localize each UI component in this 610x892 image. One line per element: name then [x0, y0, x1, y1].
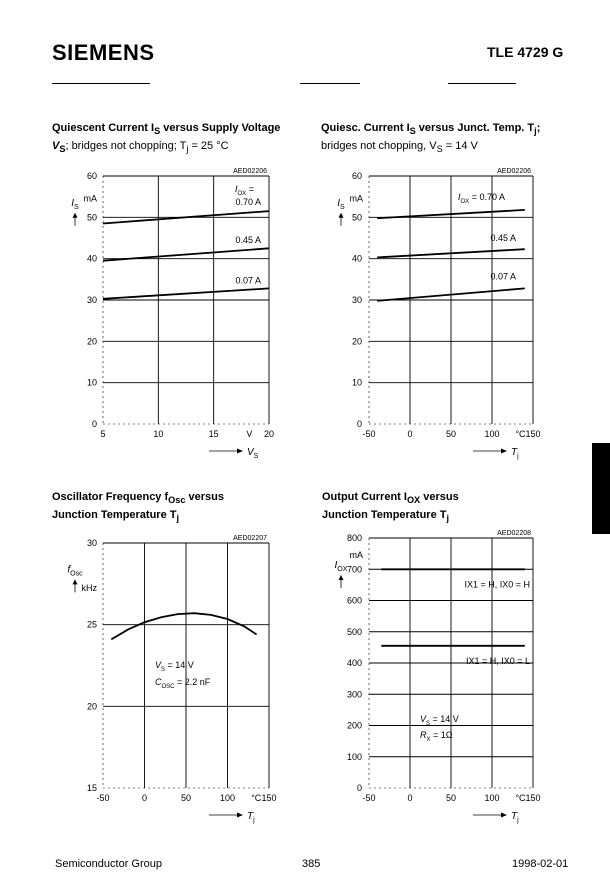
series-label: 0.07 A	[490, 271, 516, 282]
y-tick-label: 50	[86, 212, 97, 223]
footer-date: 1998-02-01	[512, 858, 569, 870]
series-label: IX1 = H, IX0 = H	[464, 579, 530, 590]
y-tick-label: 60	[351, 171, 362, 181]
x-unit-label: °C	[515, 793, 526, 803]
footer-left: Semiconductor Group	[55, 858, 162, 870]
y-tick-label: 20	[86, 701, 97, 712]
annotation-cosc: $C_{OSC} = 2.2$ nF	[155, 677, 211, 690]
x-arrow-head	[501, 813, 507, 818]
x-tick-label: 50	[180, 793, 192, 803]
x-unit-label: °C	[251, 793, 262, 803]
x-tick-label: 15	[208, 429, 219, 439]
x-tick-label: 0	[407, 429, 413, 439]
y-tick-label: 15	[86, 783, 97, 793]
x-tick-label: 20	[263, 429, 275, 439]
legend-title: $I_{OX} = 0.70$ A	[458, 192, 505, 205]
document-id: TLE 4729 G	[487, 44, 564, 60]
x-tick-label: 150	[525, 429, 541, 439]
series-label: IX1 = H, IX0 = L	[465, 655, 530, 666]
y-tick-label: 10	[351, 377, 362, 388]
x-tick-label: 0	[141, 793, 148, 803]
chart2-title: Quiesc. Current $I_S$ versus Junct. Temp. $T_j$; bridges not chopping, $V_S = 14$ V	[321, 122, 541, 155]
y-tick-label: 30	[86, 538, 97, 548]
y-tick-label: 200	[346, 720, 362, 731]
y-tick-label: 0	[91, 419, 97, 429]
y-arrow-head	[339, 575, 344, 580]
chart1-title: Quiescent Current $I_S$ versus Supply Voltage $V_S$; bridges not chopping; $T_j = 25$ °C	[52, 122, 281, 155]
y-tick-label: 20	[351, 336, 362, 347]
page-number: 385	[302, 858, 321, 870]
x-tick-label: 100	[219, 793, 236, 803]
figure-code: AED02206	[233, 168, 267, 175]
series-label: 0.07 A	[235, 275, 261, 286]
x-tick-label: 150	[525, 793, 541, 803]
y-tick-label: 60	[86, 171, 97, 181]
y-axis-label: $I_{OX}$	[334, 560, 348, 573]
y-tick-label: 300	[346, 689, 362, 700]
x-tick-label: 5	[100, 429, 106, 439]
y-unit-label: mA	[83, 193, 97, 204]
y-unit-label: mA	[349, 550, 363, 561]
y-tick-label: 0	[356, 783, 362, 793]
y-unit-label: mA	[349, 193, 363, 204]
x-tick-label: 150	[261, 793, 277, 803]
y-tick-label: 700	[346, 564, 362, 575]
y-tick-label: 40	[351, 253, 362, 264]
series-label: 0.70 A	[235, 197, 261, 207]
y-tick-label: 50	[351, 212, 362, 223]
y-tick-label: 25	[86, 619, 97, 630]
x-tick-label: -50	[362, 429, 376, 439]
y-tick-label: 30	[86, 295, 97, 305]
page-edge-tab	[592, 443, 610, 534]
x-tick-label: 100	[484, 429, 500, 439]
series-label: 0.45 A	[235, 235, 261, 246]
series-label: 0.45 A	[490, 233, 516, 244]
annotation-vs: $V_S = 14$ V	[420, 714, 459, 727]
x-axis-label: $V_S$	[247, 447, 259, 460]
y-tick-label: 100	[346, 751, 362, 762]
y-tick-label: 800	[346, 533, 362, 543]
x-axis-label: $T_j$	[247, 811, 255, 824]
x-tick-label: -50	[96, 793, 110, 803]
chart3-title: Oscillator Frequency $f_{Osc}$ versus Junction Temperature $T_j$	[52, 491, 224, 524]
figure-code: AED02208	[497, 530, 531, 537]
y-tick-label: 20	[86, 336, 97, 347]
chart4-title: Output Current $I_{OX}$ versus Junction Temperature $T_j$	[322, 491, 459, 524]
x-tick-label: 50	[445, 793, 457, 803]
figure-code: AED02207	[233, 535, 267, 542]
y-tick-label: 400	[346, 658, 362, 668]
siemens-logo: SIEMENS	[52, 40, 155, 65]
x-unit-label: V	[246, 429, 253, 439]
legend-title: $I_{OX}$ =	[235, 184, 254, 197]
x-tick-label: -50	[362, 793, 376, 803]
y-axis-label: $I_S$	[337, 197, 345, 211]
x-axis-label: $T_j$	[511, 811, 519, 824]
annotation-rx: $R_X = 1\Omega$	[420, 730, 453, 743]
figure-code: AED02206	[497, 168, 531, 175]
y-tick-label: 10	[86, 377, 97, 388]
y-tick-label: 40	[86, 253, 97, 264]
y-axis-label: $f_{Osc}$	[67, 564, 83, 578]
x-axis-label: $T_j$	[511, 447, 519, 460]
x-tick-label: 50	[445, 429, 457, 439]
y-unit-label: kHz	[81, 582, 97, 593]
y-axis-label: $I_S$	[71, 197, 79, 211]
y-tick-label: 600	[346, 595, 362, 606]
y-tick-label: 30	[351, 295, 362, 305]
x-tick-label: 100	[484, 793, 500, 803]
x-unit-label: °C	[515, 429, 526, 439]
x-tick-label: 0	[407, 793, 413, 803]
y-tick-label: 500	[346, 626, 362, 637]
x-tick-label: 10	[153, 429, 164, 439]
annotation-vs: $V_S = 14$ V	[155, 660, 194, 673]
y-tick-label: 0	[356, 419, 362, 429]
